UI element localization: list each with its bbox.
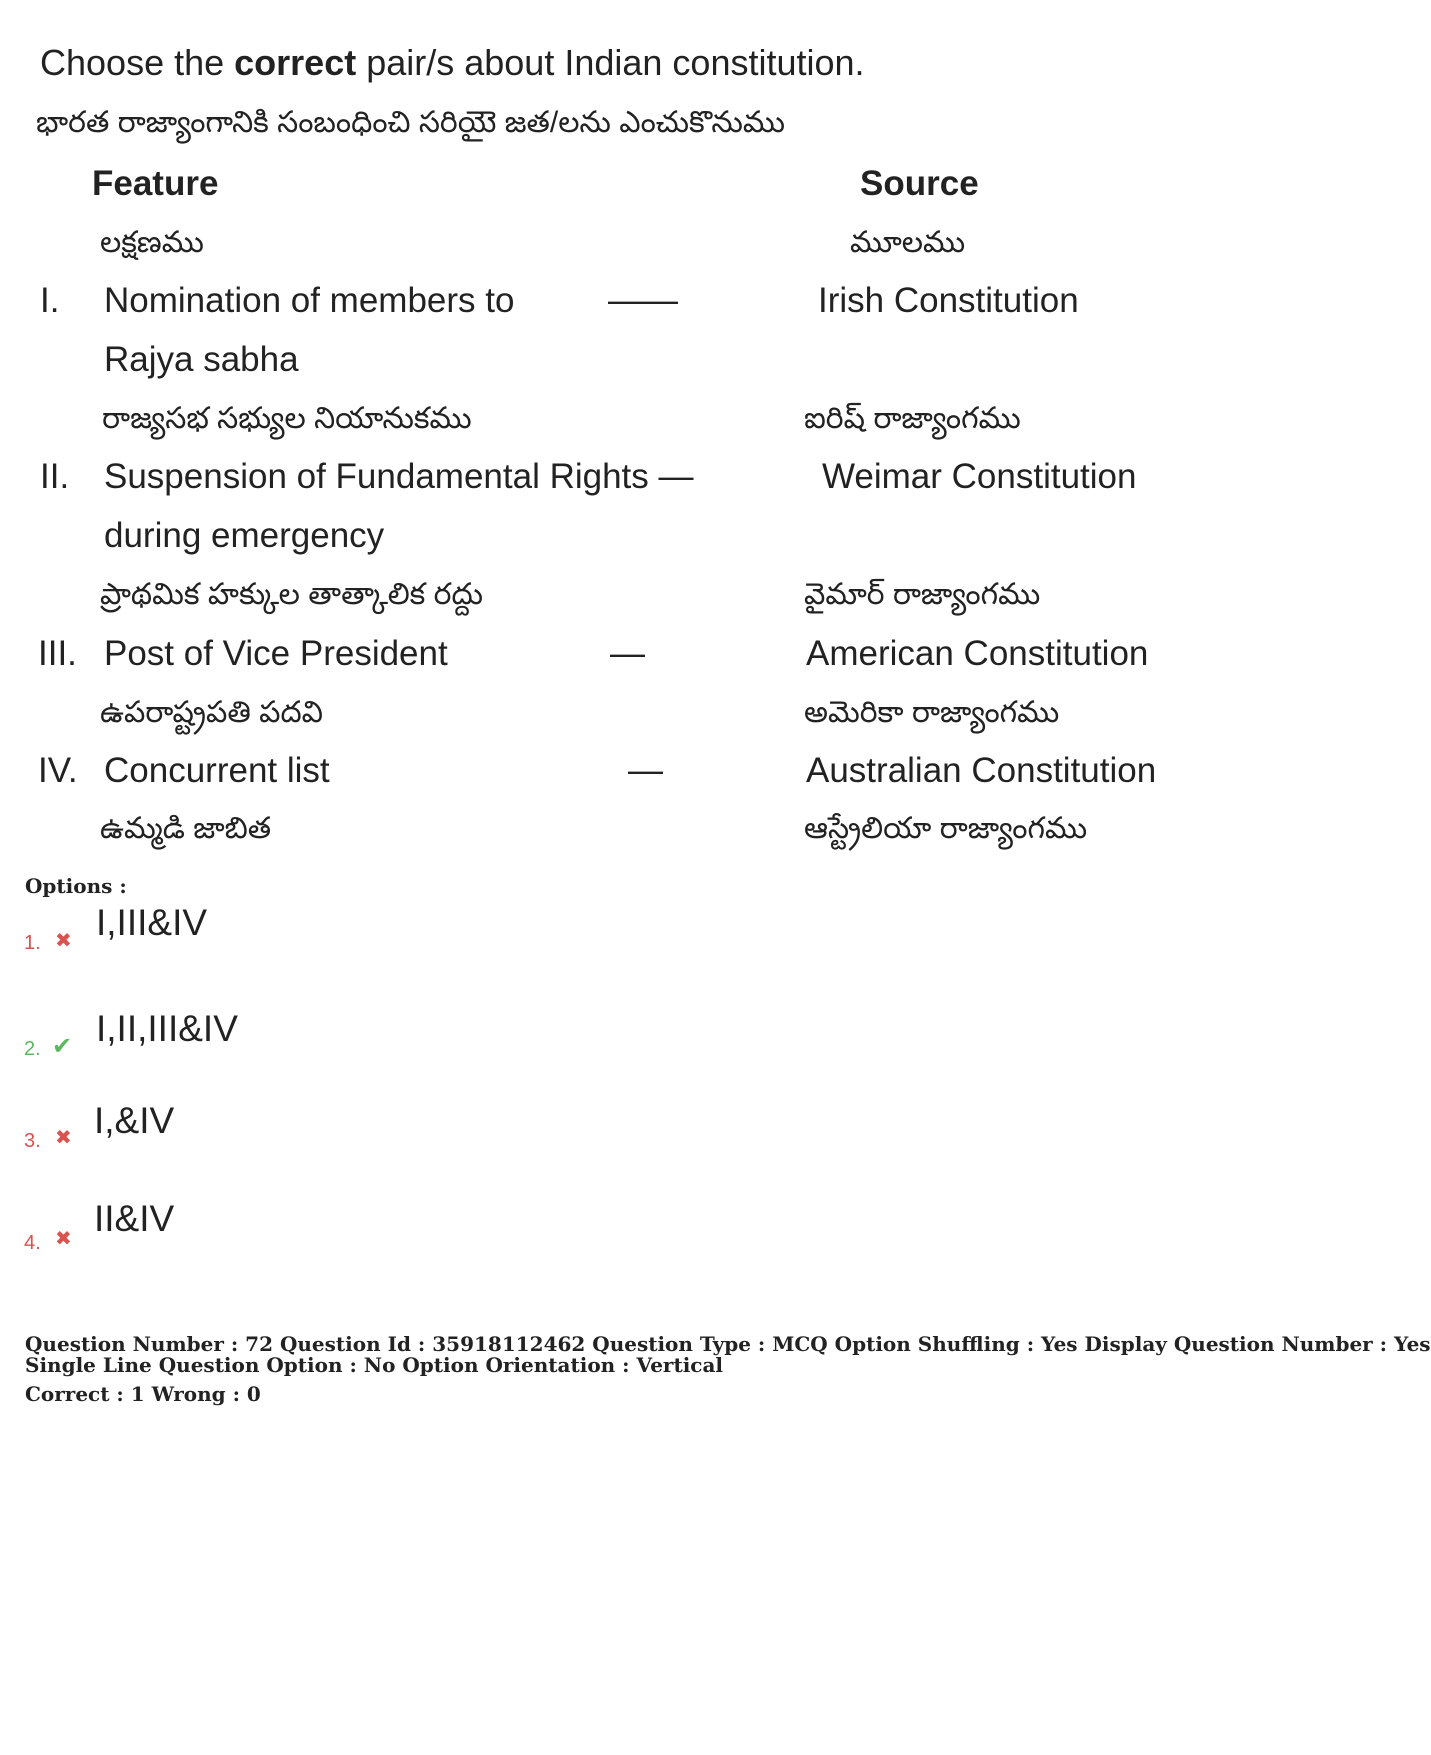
- pair-feature: Concurrent list: [104, 751, 330, 790]
- pair-source-telugu: ఐరిష్ రాజ్యాంగము: [804, 402, 1021, 435]
- option-text[interactable]: I,III&IV: [96, 902, 208, 943]
- cross-icon: ✖: [55, 1127, 72, 1149]
- pair-feature-telugu: ఉమ్మడి జాబిత: [100, 812, 272, 845]
- cross-icon: ✖: [55, 1228, 72, 1250]
- option-text[interactable]: II&IV: [94, 1198, 175, 1239]
- question-text-telugu: భారత రాజ్యాంగానికి సంబంధించి సరియైె జత/లను ఎంచుకొనుము: [36, 106, 785, 139]
- pair-feature: Nomination of members to: [104, 281, 515, 320]
- question-meta-line2: Single Line Question Option : No Option Orientation : Vertical: [25, 1353, 724, 1377]
- question-suffix: pair/s about Indian constitution.: [356, 42, 865, 83]
- pair-dash: ——: [608, 281, 678, 320]
- option-number: 2.: [24, 1038, 41, 1060]
- pair-dash: —: [628, 751, 663, 790]
- pair-source: American Constitution: [806, 634, 1149, 673]
- pair-numeral: IV.: [38, 751, 78, 790]
- pair-source: Weimar Constitution: [822, 457, 1137, 496]
- option-number: 4.: [24, 1232, 41, 1254]
- pair-feature-telugu: రాజ్యసభ సభ్యుల నియానుకము: [102, 402, 472, 435]
- pair-feature-line2: during emergency: [104, 516, 385, 555]
- pair-numeral: II.: [40, 457, 70, 496]
- option-number: 3.: [24, 1130, 41, 1152]
- pair-source-telugu: వైమార్ రాజ్యాంగము: [804, 578, 1041, 611]
- check-icon: ✔: [52, 1033, 73, 1060]
- option-text[interactable]: I,II,III&IV: [96, 1008, 238, 1049]
- pair-feature-telugu: ఉపరాష్ట్రపతి పదవి: [100, 696, 323, 729]
- pair-source-telugu: అమెరికా రాజ్యాంగము: [804, 696, 1060, 729]
- question-meta-line1: Question Number : 72 Question Id : 35918112462 Question Type : MCQ Option Shuffling : Yes Display Question Number : Yes: [25, 1332, 1431, 1356]
- question-text-english: [40, 42, 865, 84]
- pair-feature-line2: Rajya sabha: [104, 340, 299, 379]
- pair-feature-telugu: ప్రాథమిక హక్కుల తాత్కాలిక రద్దు: [100, 578, 484, 611]
- marks-info: Correct : 1 Wrong : 0: [25, 1382, 261, 1406]
- pair-source: Australian Constitution: [806, 751, 1157, 790]
- feature-header-telugu: లక్షణము: [100, 226, 204, 259]
- pair-source: Irish Constitution: [818, 281, 1079, 320]
- option-number: 1.: [24, 932, 41, 954]
- pair-dash: —: [610, 634, 645, 673]
- question-prefix: Choose the: [40, 42, 235, 83]
- pair-feature: Post of Vice President: [104, 634, 448, 673]
- pair-numeral: III.: [38, 634, 77, 673]
- option-text[interactable]: I,&IV: [94, 1100, 175, 1141]
- question-bold-word: correct: [234, 42, 357, 83]
- pair-feature: Suspension of Fundamental Rights —: [104, 457, 694, 496]
- source-header: Source: [860, 164, 979, 203]
- options-label: Options :: [25, 874, 127, 898]
- pair-numeral: I.: [40, 281, 60, 320]
- feature-header: Feature: [92, 164, 219, 203]
- cross-icon: ✖: [55, 930, 72, 952]
- pair-source-telugu: ఆస్ట్రేలియా రాజ్యాంగము: [804, 812, 1088, 845]
- source-header-telugu: మూలము: [850, 226, 966, 259]
